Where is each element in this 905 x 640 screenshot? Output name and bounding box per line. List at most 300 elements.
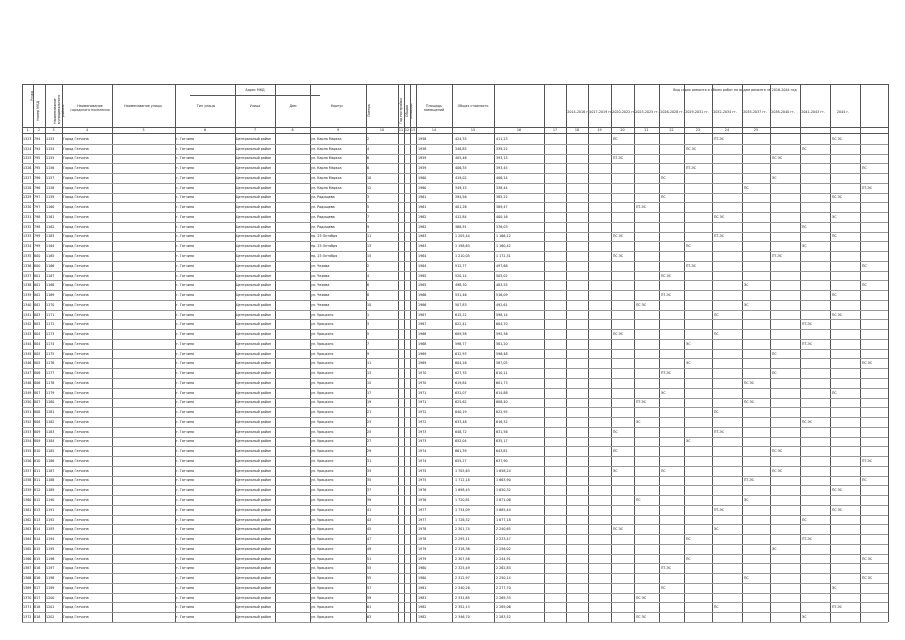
table-cell: 795 (34, 166, 41, 171)
column-header: Корпус (330, 104, 344, 108)
table-cell: 655,27 (455, 458, 467, 463)
table-cell: 1 671,06 (496, 497, 511, 502)
table-cell: 1365 (23, 546, 32, 551)
table-cell: ул. Урицкого (311, 458, 334, 463)
table-row (0, 485, 905, 495)
table-cell: 810 (34, 458, 41, 463)
table-cell: 424,35 (455, 136, 467, 141)
table-cell: г. Гатчина (176, 478, 195, 483)
table-cell: Центральный район (236, 175, 272, 180)
table-cell: 21 (367, 410, 372, 415)
table-cell: 640,19 (455, 410, 467, 415)
work-code: ЭС (832, 214, 837, 219)
table-cell: 7 (367, 214, 370, 219)
column-number: 5 (142, 128, 145, 132)
table-cell: ул. Урицкого (311, 380, 334, 385)
table-cell: 1198 (46, 576, 55, 581)
table-cell: Центральный район (236, 576, 272, 581)
work-code: ПТ-ЭС (661, 566, 671, 571)
column-number: 2 (37, 128, 41, 132)
table-cell: Центральный район (236, 146, 272, 151)
table-cell: 6 (367, 283, 370, 288)
work-code: ПС (802, 517, 807, 522)
table-cell: 348,85 (455, 146, 467, 151)
table-cell: ул. Урицкого (311, 419, 334, 424)
table-cell: 2 262,83 (496, 566, 511, 571)
column-number: 8 (291, 128, 294, 132)
table-cell: Центральный район (236, 214, 272, 219)
table-cell: 802 (34, 302, 41, 307)
work-code: ЭС (636, 419, 641, 424)
table-cell: 23 (367, 419, 372, 424)
table-cell: ул. Урицкого (311, 478, 334, 483)
work-code: ПС ЭС (744, 380, 755, 385)
table-cell: 3 (367, 322, 370, 327)
table-cell: 1331 (23, 214, 32, 219)
table-cell: г. Гатчина (176, 341, 195, 346)
table-cell: г. Гатчина (176, 273, 195, 278)
table-cell: 61 (367, 605, 372, 610)
table-cell: 1968 (418, 341, 427, 346)
column-number: 15 (470, 128, 476, 132)
table-cell: ул. Урицкого (311, 322, 334, 327)
table-cell: 10 (367, 175, 372, 180)
table-cell: 1959 (418, 156, 427, 161)
table-cell: 652,04 (455, 439, 467, 444)
work-code: ПС (832, 390, 837, 395)
work-code: ПС (661, 195, 666, 200)
table-cell: 1357 (23, 468, 32, 473)
table-cell: 1977 (418, 507, 427, 512)
table-cell: Центральный район (236, 615, 272, 620)
table-cell: ул. Урицкого (311, 595, 334, 600)
table-cell: 2 277,70 (496, 585, 511, 590)
table-cell: 1202 (46, 615, 55, 620)
table-row (0, 280, 905, 290)
table-cell: ул. Радищева (311, 214, 335, 219)
table-cell: Центральный район (236, 244, 272, 249)
table-cell: 1353 (23, 429, 32, 434)
table-cell: 1963 (418, 234, 427, 239)
work-code: ПС ЭС (613, 234, 624, 239)
work-code: ПС (714, 332, 719, 337)
table-cell: 1348 (23, 380, 32, 385)
table-cell: 2 307,58 (455, 556, 470, 561)
table-cell: 1979 (418, 546, 427, 551)
table-cell: г. Гатчина (176, 156, 195, 161)
column-number: 17 (552, 128, 558, 132)
table-cell: 1336 (23, 263, 32, 268)
table-cell: г. Гатчина (176, 410, 195, 415)
table-cell: 5 (367, 332, 370, 337)
table-cell: Центральный район (236, 302, 272, 307)
table-cell: 1324 (23, 146, 32, 151)
year-header: 2044 г. (836, 110, 850, 114)
table-cell: 816 (34, 576, 41, 581)
table-cell: 1170 (46, 302, 55, 307)
table-cell: 11 (367, 361, 372, 366)
table-cell: Центральный район (236, 371, 272, 376)
table-cell: 604,16 (455, 361, 467, 366)
table-cell: пр. 25 Октября (311, 253, 338, 258)
column-header: Улица (249, 104, 261, 108)
work-code: ПТ-ЭС (661, 293, 671, 298)
table-cell: г. Гатчина (176, 195, 195, 200)
work-code: ЭС (832, 585, 837, 590)
work-code: ПС ЭС (636, 302, 647, 307)
address-block-header: Адрес МКД (245, 88, 265, 92)
table-cell: Центральный район (236, 283, 272, 288)
table-row (0, 134, 905, 144)
year-header: 2041-2043 гг. (801, 110, 825, 114)
table-cell: 1184 (46, 439, 55, 444)
table-cell: 812 (34, 497, 41, 502)
table-cell: 581,20 (496, 341, 508, 346)
table-cell: 631,07 (455, 390, 467, 395)
table-cell: Центральный район (236, 273, 272, 278)
table-cell: 1979 (418, 556, 427, 561)
table-cell: ул. Урицкого (311, 351, 334, 356)
table-cell: 1179 (46, 390, 55, 395)
table-cell: 411,23 (496, 136, 508, 141)
work-code: ПТ-ЭС (832, 605, 842, 610)
work-code: ПС (862, 478, 867, 483)
table-cell: 2 295,11 (455, 537, 470, 542)
table-cell: 2 340,26 (455, 585, 470, 590)
table-cell: 19 (367, 400, 372, 405)
table-cell: Центральный район (236, 380, 272, 385)
table-cell: Город Гатчина (63, 615, 89, 620)
table-cell: Город Гатчина (63, 576, 89, 581)
table-cell: 813 (34, 507, 41, 512)
table-cell: 1962 (418, 224, 427, 229)
table-cell: 385,22 (496, 195, 508, 200)
column-header: Наименование муниципального района (53, 94, 65, 124)
column-header: Общая площадь (405, 103, 413, 119)
table-cell: 1158 (46, 185, 55, 190)
work-code: ПС ЭС (832, 195, 843, 200)
work-code: ПС (802, 146, 807, 151)
work-code: ЭС (686, 361, 691, 366)
column-number: 9 (336, 128, 340, 132)
table-cell: 1971 (418, 390, 427, 395)
table-cell: Центральный район (236, 195, 272, 200)
table-cell: ул. Чехова (311, 283, 330, 288)
table-cell: г. Гатчина (176, 497, 195, 502)
table-cell: 1 (367, 312, 370, 317)
year-header: 2023-2025 гг. (635, 110, 659, 114)
table-cell: пр. 25 Октября (311, 244, 338, 249)
table-cell: 801 (34, 283, 41, 288)
work-code: ПС ЭС (613, 332, 624, 337)
table-row (0, 154, 905, 164)
table-row (0, 378, 905, 388)
column-number: 12 (404, 128, 410, 132)
table-row (0, 300, 905, 310)
table-row (0, 202, 905, 212)
column-header: Номер МКД (36, 101, 40, 121)
table-row (0, 368, 905, 378)
work-code: ПТ-ЭС (714, 136, 724, 141)
year-header: 2014-2016 гг. (567, 110, 591, 114)
table-cell: 1 677,18 (496, 517, 511, 522)
table-cell: г. Гатчина (176, 244, 195, 249)
table-cell: Город Гатчина (63, 371, 89, 376)
table-cell: г. Гатчина (176, 556, 195, 561)
table-cell: ул. Чехова (311, 302, 330, 307)
table-cell: 809 (34, 429, 41, 434)
year-header: 2032-2034 гг. (713, 110, 737, 114)
table-cell: 810 (34, 449, 41, 454)
work-code: ПТ-ЭС (802, 322, 812, 327)
table-cell: 1967 (418, 322, 427, 327)
table-cell: г. Гатчина (176, 312, 195, 317)
table-cell: ул. Радищева (311, 195, 335, 200)
work-code: ПС (613, 136, 618, 141)
table-cell: ул. Карла Маркса (311, 185, 342, 190)
table-cell: 49 (367, 546, 372, 551)
table-cell: ул. Урицкого (311, 556, 334, 561)
table-cell: 2 250,14 (496, 576, 511, 581)
table-cell: 596,48 (496, 351, 508, 356)
table-cell: 1349 (23, 390, 32, 395)
table-cell: 1165 (46, 253, 55, 258)
table-cell: 1160 (46, 205, 55, 210)
table-cell: Город Гатчина (63, 546, 89, 551)
table-cell: 800 (34, 263, 41, 268)
table-cell: 13 (367, 371, 372, 376)
table-cell: 592,36 (496, 332, 508, 337)
table-cell: 612,93 (455, 351, 467, 356)
table-cell: 604,70 (496, 322, 508, 327)
table-cell: Город Гатчина (63, 195, 89, 200)
work-code: ПС (686, 556, 691, 561)
table-cell: 1187 (46, 468, 55, 473)
table-cell: Центральный район (236, 556, 272, 561)
table-cell: Город Гатчина (63, 273, 89, 278)
table-cell: 47 (367, 537, 372, 542)
table-cell: 33 (367, 468, 372, 473)
table-cell: 806 (34, 380, 41, 385)
table-cell: 1325 (23, 156, 32, 161)
table-row (0, 319, 905, 329)
column-number: 4 (85, 128, 89, 132)
table-cell: ул. Урицкого (311, 546, 334, 551)
table-cell: 1980 (418, 576, 427, 581)
table-cell: Город Гатчина (63, 429, 89, 434)
table-cell: ул. Радищева (311, 205, 335, 210)
table-cell: г. Гатчина (176, 429, 195, 434)
table-cell: 520,14 (455, 273, 467, 278)
table-cell: ул. Урицкого (311, 312, 334, 317)
table-cell: г. Гатчина (176, 351, 195, 356)
table-cell: Центральный район (236, 537, 272, 542)
table-cell: 531,46 (455, 293, 467, 298)
table-cell: ул. Урицкого (311, 439, 334, 444)
table-cell: ул. Урицкого (311, 566, 334, 571)
table-row (0, 417, 905, 427)
work-code: ЭС (714, 527, 719, 532)
table-row (0, 232, 905, 242)
table-row (0, 339, 905, 349)
table-cell: Центральный район (236, 390, 272, 395)
table-cell: г. Гатчина (176, 615, 195, 620)
table-cell: г. Гатчина (176, 263, 195, 268)
table-cell: Город Гатчина (63, 478, 89, 483)
table-cell: г. Гатчина (176, 302, 195, 307)
table-cell: 1969 (418, 351, 427, 356)
table-cell: 807 (34, 400, 41, 405)
table-cell: 619,84 (455, 380, 467, 385)
table-cell: Центральный район (236, 293, 272, 298)
table-cell: 1 210,05 (455, 253, 470, 258)
table-cell: 801 (34, 273, 41, 278)
table-cell: ул. Урицкого (311, 488, 334, 493)
table-cell: 1163 (46, 234, 55, 239)
table-cell: 1171 (46, 312, 55, 317)
work-code: ЭС (613, 468, 618, 473)
table-cell: 1958 (418, 146, 427, 151)
work-code: ПС (832, 234, 837, 239)
table-row (0, 505, 905, 515)
work-code: ПС ЭС (714, 214, 725, 219)
table-cell: 31 (367, 458, 372, 463)
table-cell: ул. Чехова (311, 293, 330, 298)
table-cell: 1965 (418, 283, 427, 288)
table-cell: 2 (367, 136, 370, 141)
work-code: ПС (714, 605, 719, 610)
row-separator (22, 622, 888, 623)
table-cell: 1347 (23, 371, 32, 376)
table-cell: Центральный район (236, 566, 272, 571)
column-number: 21 (644, 128, 649, 132)
column-number: 18 (574, 128, 580, 132)
table-cell: Центральный район (236, 458, 272, 463)
table-cell: 1362 (23, 517, 32, 522)
column-header: Общая стоимость (457, 104, 489, 108)
table-cell: г. Гатчина (176, 205, 195, 210)
table-cell: ул. Радищева (311, 224, 335, 229)
work-code: ПС (744, 185, 749, 190)
work-code: ПС ЭС (832, 488, 843, 493)
column-header: Наименование городского поселения (70, 104, 110, 112)
table-cell: 1155 (46, 156, 55, 161)
table-cell: 388,91 (455, 224, 467, 229)
table-cell: г. Гатчина (176, 185, 195, 190)
table-cell: 661,39 (455, 449, 467, 454)
table-cell: ул. Урицкого (311, 585, 334, 590)
table-cell: 1975 (418, 468, 427, 473)
table-cell: г. Гатчина (176, 400, 195, 405)
table-cell: ул. Урицкого (311, 527, 334, 532)
table-cell: г. Гатчина (176, 224, 195, 229)
table-cell: 53 (367, 566, 372, 571)
table-row (0, 437, 905, 447)
table-cell: Центральный район (236, 312, 272, 317)
table-cell: 608,40 (496, 400, 508, 405)
table-cell: 1192 (46, 517, 55, 522)
table-row (0, 476, 905, 486)
table-cell: 1343 (23, 332, 32, 337)
table-cell: ул. Урицкого (311, 361, 334, 366)
table-cell: 27 (367, 439, 372, 444)
table-cell: 622,95 (496, 410, 508, 415)
table-cell: Центральный район (236, 488, 272, 493)
table-cell: 1976 (418, 488, 427, 493)
table-cell: 800 (34, 253, 41, 258)
table-cell: Город Гатчина (63, 537, 89, 542)
table-cell: 41 (367, 507, 372, 512)
table-row (0, 310, 905, 320)
table-cell: 817 (34, 585, 41, 590)
table-cell: 1964 (418, 253, 427, 258)
table-cell: 807 (34, 390, 41, 395)
table-cell: 1372 (23, 615, 32, 620)
table-cell: ул. Карла Маркса (311, 156, 342, 161)
table-cell: 12 (367, 185, 372, 190)
table-cell: Город Гатчина (63, 156, 89, 161)
table-cell: 1974 (418, 449, 427, 454)
table-cell: 39 (367, 497, 372, 502)
table-cell: 483,55 (496, 283, 508, 288)
table-cell: 376,03 (496, 224, 508, 229)
table-row (0, 290, 905, 300)
table-cell: 1977 (418, 517, 427, 522)
table-cell: Город Гатчина (63, 488, 89, 493)
table-cell: 798 (34, 224, 41, 229)
table-cell: 813 (34, 517, 41, 522)
table-cell: 1364 (23, 537, 32, 542)
table-cell: 1166 (46, 263, 55, 268)
table-cell: 405,46 (455, 156, 467, 161)
work-code: ПС ЭС (636, 615, 647, 620)
column-number: 1 (26, 128, 29, 132)
table-cell: 1363 (23, 527, 32, 532)
table-cell: 814 (34, 537, 41, 542)
table-cell: ул. Урицкого (311, 341, 334, 346)
table-cell: Центральный район (236, 332, 272, 337)
table-cell: 1338 (23, 283, 32, 288)
table-row (0, 398, 905, 408)
work-code: ПТ-ЭС (714, 507, 724, 512)
table-cell: 2 331,85 (455, 595, 470, 600)
table-cell: Город Гатчина (63, 400, 89, 405)
table-cell: 9 (367, 351, 370, 356)
table-cell: 1157 (46, 175, 55, 180)
table-cell: 1 205,44 (455, 234, 470, 239)
table-cell: 1346 (23, 361, 32, 366)
table-cell: 1186 (46, 458, 55, 463)
table-cell: 1182 (46, 419, 55, 424)
table-cell: 804 (34, 332, 41, 337)
table-cell: 2 283,52 (496, 615, 511, 620)
table-cell: 10 (367, 302, 372, 307)
table-cell: 1 658,24 (496, 468, 511, 473)
table-row (0, 554, 905, 564)
work-code: ПТ-ЭС (772, 253, 782, 258)
table-cell: 802 (34, 293, 41, 298)
work-code: ЭС (802, 615, 807, 620)
table-cell: Город Гатчина (63, 332, 89, 337)
table-cell: ул. Чехова (311, 263, 330, 268)
table-cell: Город Гатчина (63, 283, 89, 288)
table-cell: 1200 (46, 595, 55, 600)
work-code: ЭС (686, 439, 691, 444)
table-cell: 1360 (23, 497, 32, 502)
table-cell: 815 (34, 546, 41, 551)
table-cell: 1359 (23, 488, 32, 493)
table-cell: 1167 (46, 273, 55, 278)
